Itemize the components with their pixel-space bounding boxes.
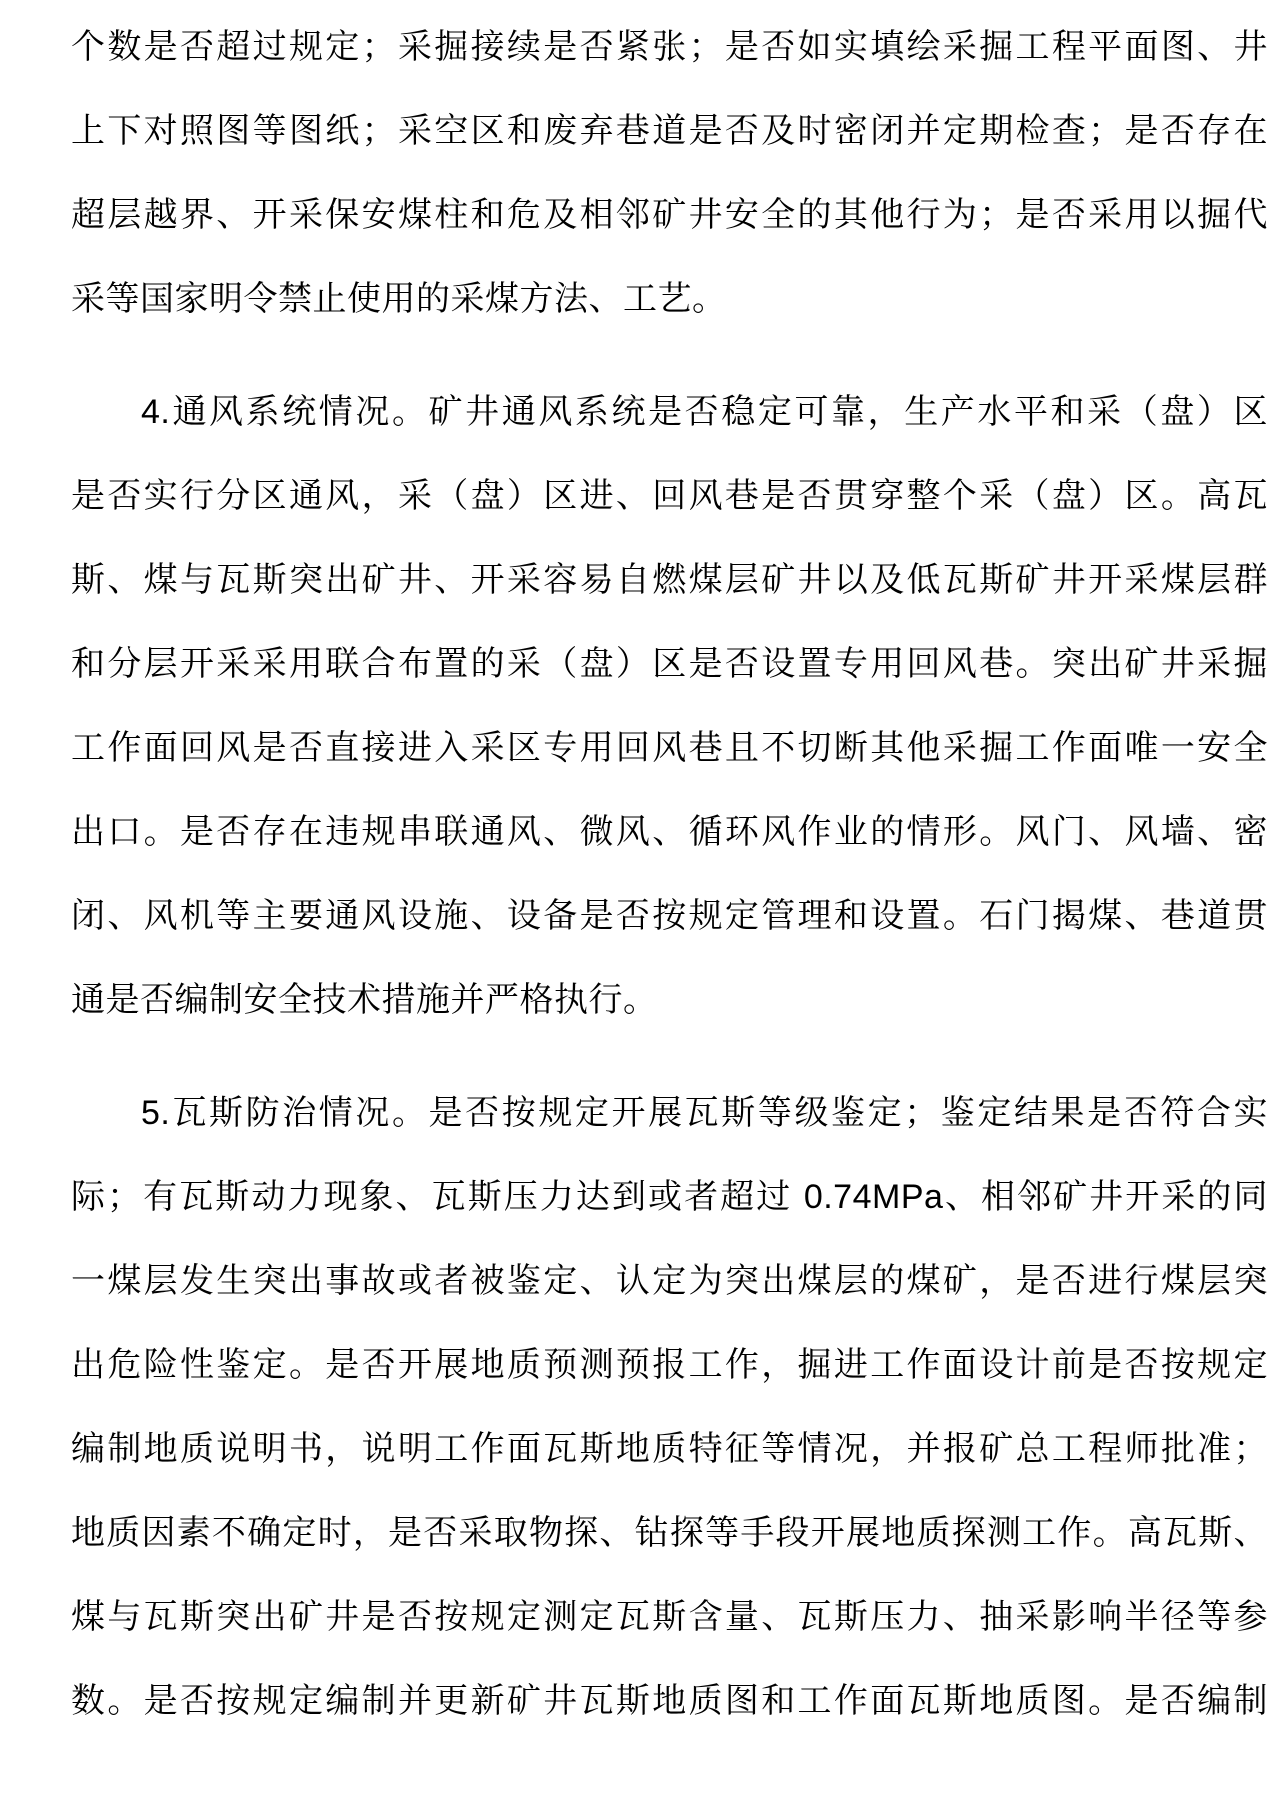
text-line: 和分层开采采用联合布置的采（盘）区是否设置专用回风巷。突出矿井采掘: [71, 645, 1268, 683]
text-line: 际；有瓦斯动力现象、瓦斯压力达到或者超过 0.74MPa、相邻矿井开采的同: [71, 1178, 1268, 1216]
text-line: 斯、煤与瓦斯突出矿井、开采容易自燃煤层矿井以及低瓦斯矿井开采煤层群: [71, 561, 1268, 599]
text-line: 出口。是否存在违规串联通风、微风、循环风作业的情形。风门、风墙、密: [71, 813, 1268, 851]
text-line: 是否实行分区通风，采（盘）区进、回风巷是否贯穿整个采（盘）区。高瓦: [71, 477, 1268, 515]
paragraph-mining-continuation: [71, 5, 1268, 341]
text-line: 闭、风机等主要通风设施、设备是否按规定管理和设置。石门揭煤、巷道贯: [71, 897, 1268, 935]
paragraph-ventilation-system: [71, 370, 1268, 1042]
text-line: 上下对照图等图纸；采空区和废弃巷道是否及时密闭并定期检查；是否存在: [71, 112, 1268, 150]
text-line: 一煤层发生突出事故或者被鉴定、认定为突出煤层的煤矿，是否进行煤层突: [71, 1262, 1268, 1300]
text-line: 数。是否按规定编制并更新矿井瓦斯地质图和工作面瓦斯地质图。是否编制: [71, 1682, 1268, 1720]
text-line: 出危险性鉴定。是否开展地质预测预报工作，掘进工作面设计前是否按规定: [71, 1346, 1268, 1384]
text-line: 地质因素不确定时，是否采取物探、钻探等手段开展地质探测工作。高瓦斯、: [71, 1514, 1268, 1552]
text-line: 5.瓦斯防治情况。是否按规定开展瓦斯等级鉴定；鉴定结果是否符合实: [141, 1094, 1268, 1132]
text-line: 超层越界、开采保安煤柱和危及相邻矿井安全的其他行为；是否采用以掘代: [71, 196, 1268, 234]
paragraph-gas-prevention: [71, 1071, 1268, 1743]
text-line: 采等国家明令禁止使用的采煤方法、工艺。: [71, 280, 727, 318]
text-line: 通是否编制安全技术措施并严格执行。: [71, 981, 658, 1019]
text-line: 个数是否超过规定；采掘接续是否紧张；是否如实填绘采掘工程平面图、井: [71, 28, 1268, 66]
text-line: 工作面回风是否直接进入采区专用回风巷且不切断其他采掘工作面唯一安全: [71, 729, 1268, 767]
text-line: 编制地质说明书，说明工作面瓦斯地质特征等情况，并报矿总工程师批准；: [71, 1430, 1268, 1468]
text-line: 4.通风系统情况。矿井通风系统是否稳定可靠，生产水平和采（盘）区: [141, 393, 1268, 431]
text-line: 煤与瓦斯突出矿井是否按规定测定瓦斯含量、瓦斯压力、抽采影响半径等参: [71, 1598, 1268, 1636]
